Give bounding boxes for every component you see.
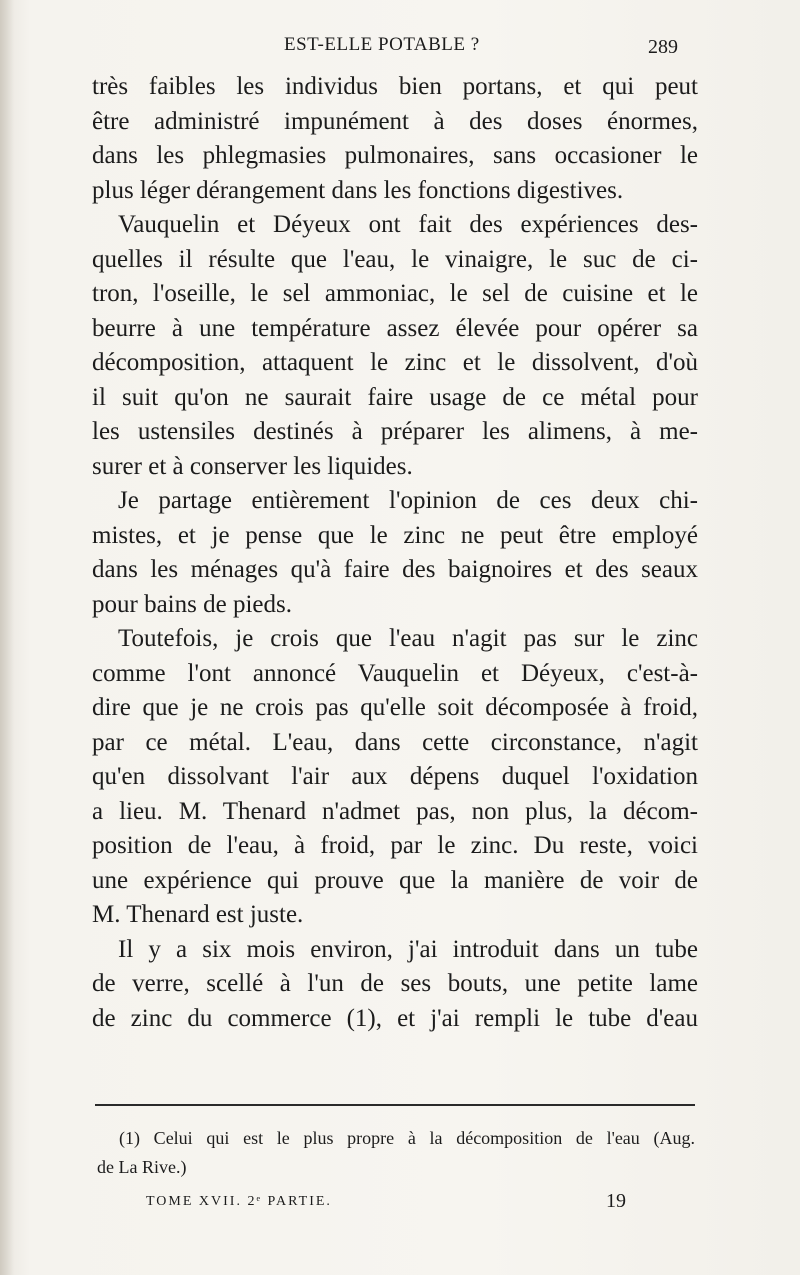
- text-line: pour bains de pieds.: [92, 590, 292, 618]
- text-line: Il y a six mois environ, j'ai introduit dans un tube: [118, 935, 698, 963]
- signature-mark: TOME XVII. 2ᵉ PARTIE.: [146, 1194, 332, 1209]
- running-head: [0, 34, 800, 64]
- text-line: position de l'eau, à froid, par le zinc. Du reste, voici: [92, 832, 698, 859]
- text-line: dans les phlegmasies pulmonaires, sans occasioner le: [92, 142, 698, 169]
- text-line: Toutefois, je crois que l'eau n'agit pas sur le zinc: [118, 625, 698, 652]
- text-line: M. Thenard est juste.: [92, 901, 304, 928]
- text-line: Vauquelin et Déyeux ont fait des expériences des-: [118, 211, 698, 238]
- text-line: surer et à conserver les liquides.: [92, 452, 413, 480]
- text-line: mistes, et je pense que le zinc ne peut être employé: [92, 521, 698, 549]
- footnote-line: de La Rive.): [97, 1157, 187, 1177]
- spine-shadow: [0, 0, 14, 1275]
- text-line: décomposition, attaquent le zinc et le dissolvent, d'où: [92, 349, 698, 376]
- text-line: une expérience qui prouve que la manière de voir de: [92, 866, 698, 894]
- text-line: dans les ménages qu'à faire des baignoires et des seaux: [92, 556, 698, 583]
- text-line: beurre à une température assez élevée pour opérer sa: [92, 314, 698, 342]
- text-line: plus léger dérangement dans les fonctions digestives.: [92, 176, 624, 204]
- text-line: a lieu. M. Thenard n'admet pas, non plus, la décom-: [92, 797, 698, 825]
- text-line: être administré impunément à des doses énormes,: [92, 107, 698, 135]
- text-line: de verre, scellé à l'un de ses bouts, une petite lame: [92, 970, 698, 997]
- page-number: 289: [648, 36, 678, 58]
- body-text: [92, 70, 698, 1036]
- running-head-title: EST-ELLE POTABLE ?: [284, 34, 480, 55]
- footnote: [97, 1124, 695, 1182]
- footnote-line: (1) Celui qui est le plus propre à la décomposition de l'eau (Aug.: [119, 1128, 695, 1148]
- text-line: quelles il résulte que l'eau, le vinaigre, le suc de ci-: [92, 245, 698, 273]
- text-line: par ce métal. L'eau, dans cette circonstance, n'agit: [92, 728, 698, 756]
- text-line: il suit qu'on ne saurait faire usage de ce métal pour: [92, 383, 698, 411]
- footnote-rule: [95, 1104, 695, 1106]
- text-line: tron, l'oseille, le sel ammoniac, le sel de cuisine et le: [92, 280, 698, 307]
- text-line: de zinc du commerce (1), et j'ai rempli le tube d'eau: [92, 1004, 698, 1032]
- text-line: les ustensiles destinés à préparer les alimens, à me-: [92, 418, 698, 445]
- text-line: comme l'ont annoncé Vauquelin et Déyeux, c'est-à-: [92, 659, 698, 687]
- text-line: qu'en dissolvant l'air aux dépens duquel l'oxidation: [92, 763, 698, 790]
- signature-number: 19: [606, 1190, 626, 1212]
- text-line: très faibles les individus bien portans, et qui peut: [92, 73, 698, 100]
- text-line: Je partage entièrement l'opinion de ces deux chi-: [118, 487, 698, 514]
- text-line: dire que je ne crois pas qu'elle soit décomposée à froid,: [92, 694, 698, 721]
